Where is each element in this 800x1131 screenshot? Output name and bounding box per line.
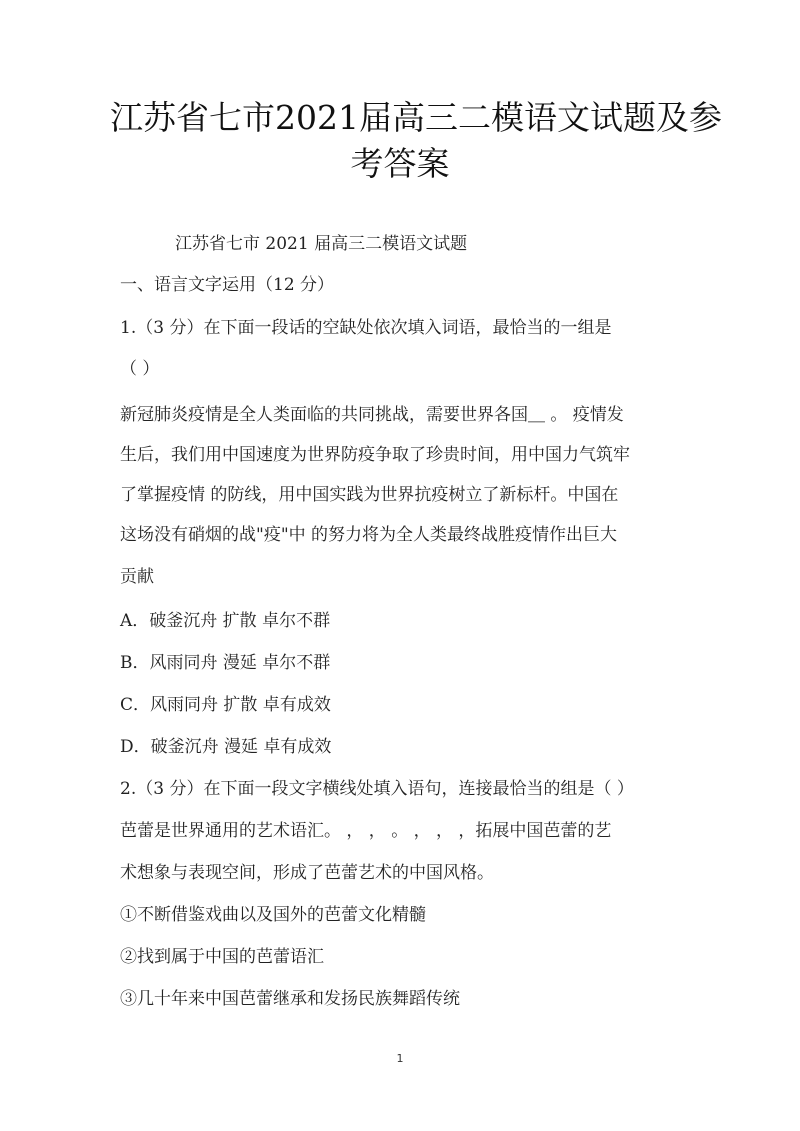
option-d: D．破釜沉舟 漫延 卓有成效 [120, 737, 332, 757]
page-number: 1 [396, 1052, 404, 1065]
question-1-stem: 1.（3 分）在下面一段话的空缺处依次填入词语，最恰当的一组是 [120, 318, 612, 338]
question-1-passage-line: 这场没有硝烟的战"疫"中 的努力将为全人类最终战胜疫情作出巨大 [120, 525, 618, 545]
option-c: C．风雨同舟 扩散 卓有成效 [120, 695, 331, 715]
title-line-2: 考答案 [350, 144, 450, 183]
question-1-passage-line: 新冠肺炎疫情是全人类面临的共同挑战，需要世界各国＿ 。 疫情发 [120, 405, 624, 425]
subtitle: 江苏省七市 2021 届高三二模语文试题 [175, 234, 468, 254]
question-2-item: ③几十年来中国芭蕾继承和发扬民族舞蹈传统 [120, 989, 460, 1009]
option-a: A．破釜沉舟 扩散 卓尔不群 [120, 611, 331, 631]
question-2-passage-line: 芭蕾是世界通用的艺术语汇。 ， ， 。 ， ， ，拓展中国芭蕾的艺 [120, 821, 612, 841]
title-line-1: 江苏省七市2021届高三二模语文试题及参 [110, 98, 722, 137]
section-heading: 一、语言文字运用（12 分） [120, 275, 335, 295]
question-1-passage-line: 贡献 [120, 567, 154, 587]
question-1-paren: （ ） [120, 359, 160, 379]
question-2-passage-line: 术想象与表现空间，形成了芭蕾艺术的中国风格。 [120, 863, 494, 883]
question-1-passage-line: 生后，我们用中国速度为世界防疫争取了珍贵时间，用中国力气筑牢 [120, 445, 630, 465]
option-b: B．风雨同舟 漫延 卓尔不群 [120, 653, 331, 673]
question-2-item: ①不断借鉴戏曲以及国外的芭蕾文化精髓 [120, 905, 426, 925]
page-title [110, 95, 722, 187]
question-1-passage-line: 了掌握疫情 的防线，用中国实践为世界抗疫树立了新标杆。中国在 [120, 485, 619, 505]
question-2-item: ②找到属于中国的芭蕾语汇 [120, 947, 324, 967]
question-2-stem: 2.（3 分）在下面一段文字横线处填入语句，连接最恰当的组是（ ） [120, 779, 634, 799]
